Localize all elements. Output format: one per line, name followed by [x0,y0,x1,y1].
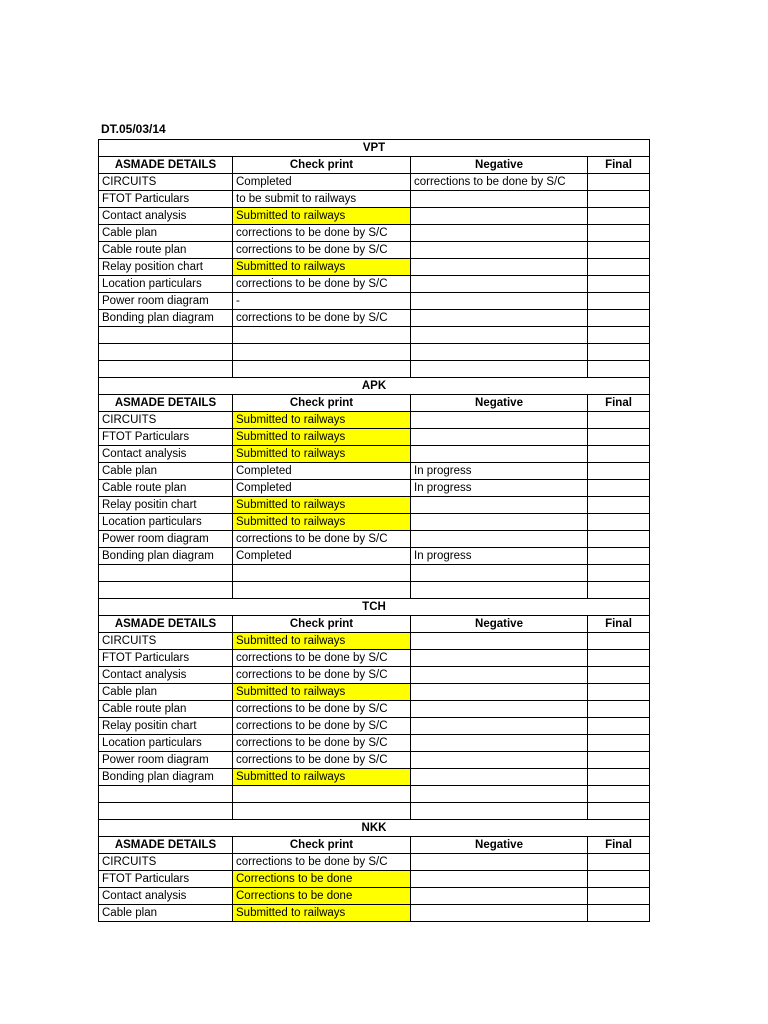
cell-negative[interactable] [411,650,588,667]
cell-details[interactable]: Cable plan [99,905,233,922]
cell-check-print[interactable]: corrections to be done by S/C [233,276,411,293]
cell-final[interactable] [588,905,650,922]
cell-check-print[interactable]: corrections to be done by S/C [233,650,411,667]
cell-negative[interactable] [411,905,588,922]
station-name: NKK [99,820,650,837]
cell-final[interactable] [588,276,650,293]
cell-negative[interactable] [411,208,588,225]
cell-final[interactable] [588,871,650,888]
cell-check-print[interactable]: Submitted to railways [233,769,411,786]
table-row [99,191,650,208]
cell-check-print[interactable]: Submitted to railways [233,429,411,446]
cell-details[interactable]: Power room diagram [99,752,233,769]
table-row [99,871,650,888]
cell-check-print[interactable]: Completed [233,463,411,480]
table-row [99,633,650,650]
cell-negative[interactable] [411,242,588,259]
cell-details[interactable] [99,344,233,361]
cell-details[interactable]: Relay positin chart [99,497,233,514]
cell-check-print[interactable]: Submitted to railways [233,412,411,429]
cell-details[interactable]: Contact analysis [99,667,233,684]
cell-check-print[interactable]: Submitted to railways [233,684,411,701]
cell-negative[interactable] [411,684,588,701]
cell-final[interactable] [588,718,650,735]
cell-check-print[interactable]: corrections to be done by S/C [233,310,411,327]
cell-final[interactable] [588,480,650,497]
cell-check-print[interactable]: Completed [233,480,411,497]
table-row [99,327,650,344]
header-asmade-details: ASMADE DETAILS [99,395,233,412]
cell-check-print[interactable]: corrections to be done by S/C [233,531,411,548]
cell-negative[interactable] [411,565,588,582]
table-row [99,514,650,531]
column-header-row [99,837,650,854]
cell-details[interactable]: Power room diagram [99,293,233,310]
cell-final[interactable] [588,174,650,191]
header-asmade-details: ASMADE DETAILS [99,837,233,854]
cell-check-print[interactable]: Corrections to be done [233,871,411,888]
cell-details[interactable]: Location particulars [99,276,233,293]
cell-negative[interactable] [411,259,588,276]
cell-check-print[interactable]: corrections to be done by S/C [233,225,411,242]
cell-details[interactable]: CIRCUITS [99,412,233,429]
cell-details[interactable]: FTOT Particulars [99,650,233,667]
cell-details[interactable]: Bonding plan diagram [99,548,233,565]
cell-check-print[interactable]: corrections to be done by S/C [233,701,411,718]
cell-negative[interactable] [411,276,588,293]
cell-final[interactable] [588,514,650,531]
cell-final[interactable] [588,225,650,242]
cell-details[interactable] [99,803,233,820]
cell-final[interactable] [588,633,650,650]
table-row [99,276,650,293]
cell-final[interactable] [588,259,650,276]
cell-check-print[interactable]: Completed [233,174,411,191]
cell-negative[interactable]: In progress [411,548,588,565]
table-row [99,565,650,582]
station-header-row [99,599,650,616]
cell-details[interactable] [99,361,233,378]
header-negative: Negative [411,837,588,854]
cell-negative[interactable] [411,327,588,344]
cell-details[interactable]: CIRCUITS [99,633,233,650]
cell-final[interactable] [588,327,650,344]
cell-negative[interactable]: In progress [411,463,588,480]
column-header-row [99,616,650,633]
cell-final[interactable] [588,769,650,786]
cell-check-print[interactable]: corrections to be done by S/C [233,242,411,259]
cell-details[interactable]: Cable route plan [99,242,233,259]
cell-negative[interactable] [411,531,588,548]
station-name: TCH [99,599,650,616]
cell-final[interactable] [588,310,650,327]
cell-details[interactable] [99,582,233,599]
table-row [99,361,650,378]
cell-negative[interactable] [411,888,588,905]
cell-check-print[interactable]: to be submit to railways [233,191,411,208]
cell-final[interactable] [588,208,650,225]
cell-final[interactable] [588,463,650,480]
table-row [99,803,650,820]
table-row [99,446,650,463]
cell-negative[interactable] [411,191,588,208]
cell-details[interactable] [99,786,233,803]
cell-details[interactable]: FTOT Particulars [99,871,233,888]
cell-details[interactable]: FTOT Particulars [99,191,233,208]
cell-final[interactable] [588,854,650,871]
cell-final[interactable] [588,667,650,684]
header-final: Final [588,616,650,633]
station-header-row [99,820,650,837]
table-row [99,242,650,259]
cell-negative[interactable] [411,701,588,718]
cell-check-print[interactable] [233,327,411,344]
cell-details[interactable]: Cable route plan [99,480,233,497]
column-header-row [99,395,650,412]
cell-final[interactable] [588,803,650,820]
table-row [99,701,650,718]
cell-check-print[interactable]: corrections to be done by S/C [233,735,411,752]
table-row [99,412,650,429]
cell-details[interactable]: Bonding plan diagram [99,310,233,327]
table-row [99,225,650,242]
cell-details[interactable]: Relay position chart [99,259,233,276]
cell-negative[interactable]: In progress [411,480,588,497]
cell-check-print[interactable] [233,361,411,378]
cell-final[interactable] [588,412,650,429]
table-row [99,429,650,446]
cell-negative[interactable] [411,514,588,531]
table-row [99,531,650,548]
table-row [99,684,650,701]
cell-negative[interactable] [411,310,588,327]
header-negative: Negative [411,157,588,174]
cell-final[interactable] [588,565,650,582]
header-check-print: Check print [233,616,411,633]
cell-check-print[interactable] [233,582,411,599]
cell-negative[interactable] [411,786,588,803]
cell-check-print[interactable]: corrections to be done by S/C [233,718,411,735]
table-row [99,752,650,769]
cell-negative[interactable] [411,344,588,361]
cell-negative[interactable] [411,718,588,735]
cell-details[interactable]: Location particulars [99,514,233,531]
cell-details[interactable]: Cable route plan [99,701,233,718]
table-row [99,582,650,599]
cell-check-print[interactable]: corrections to be done by S/C [233,854,411,871]
header-final: Final [588,395,650,412]
status-table [98,139,650,922]
table-row [99,786,650,803]
cell-check-print[interactable]: - [233,293,411,310]
cell-negative[interactable] [411,854,588,871]
cell-details[interactable]: Contact analysis [99,888,233,905]
cell-negative[interactable] [411,293,588,310]
cell-check-print[interactable]: Submitted to railways [233,497,411,514]
table-row [99,888,650,905]
cell-details[interactable]: Cable plan [99,463,233,480]
table-row [99,905,650,922]
cell-check-print[interactable] [233,803,411,820]
cell-negative[interactable] [411,803,588,820]
cell-details[interactable]: Power room diagram [99,531,233,548]
cell-negative[interactable]: corrections to be done by S/C [411,174,588,191]
cell-details[interactable]: Cable plan [99,225,233,242]
table-row [99,497,650,514]
cell-negative[interactable] [411,497,588,514]
cell-final[interactable] [588,531,650,548]
header-final: Final [588,157,650,174]
cell-final[interactable] [588,650,650,667]
cell-details[interactable]: Location particulars [99,735,233,752]
cell-details[interactable]: Contact analysis [99,208,233,225]
cell-check-print[interactable]: corrections to be done by S/C [233,667,411,684]
header-negative: Negative [411,616,588,633]
cell-check-print[interactable] [233,786,411,803]
cell-details[interactable]: FTOT Particulars [99,429,233,446]
cell-final[interactable] [588,361,650,378]
cell-negative[interactable] [411,735,588,752]
header-negative: Negative [411,395,588,412]
table-row [99,718,650,735]
table-row [99,259,650,276]
cell-negative[interactable] [411,667,588,684]
table-row [99,650,650,667]
table-row [99,735,650,752]
table-row [99,480,650,497]
table-row [99,208,650,225]
cell-final[interactable] [588,786,650,803]
table-row [99,854,650,871]
cell-details[interactable] [99,327,233,344]
cell-final[interactable] [588,446,650,463]
cell-final[interactable] [588,582,650,599]
cell-negative[interactable] [411,769,588,786]
cell-final[interactable] [588,735,650,752]
table-row [99,344,650,361]
cell-final[interactable] [588,344,650,361]
cell-check-print[interactable]: Corrections to be done [233,888,411,905]
cell-negative[interactable] [411,446,588,463]
cell-negative[interactable] [411,582,588,599]
cell-check-print[interactable]: Submitted to railways [233,514,411,531]
header-asmade-details: ASMADE DETAILS [99,157,233,174]
table-row [99,293,650,310]
table-row [99,548,650,565]
cell-final[interactable] [588,429,650,446]
cell-check-print[interactable]: Submitted to railways [233,446,411,463]
header-check-print: Check print [233,837,411,854]
cell-details[interactable]: Cable plan [99,684,233,701]
cell-negative[interactable] [411,412,588,429]
header-final: Final [588,837,650,854]
cell-check-print[interactable]: Submitted to railways [233,259,411,276]
cell-final[interactable] [588,497,650,514]
cell-negative[interactable] [411,225,588,242]
station-header-row [99,140,650,157]
cell-negative[interactable] [411,361,588,378]
cell-final[interactable] [588,191,650,208]
cell-final[interactable] [588,548,650,565]
station-name: VPT [99,140,650,157]
header-asmade-details: ASMADE DETAILS [99,616,233,633]
cell-negative[interactable] [411,752,588,769]
cell-check-print[interactable]: Submitted to railways [233,633,411,650]
cell-check-print[interactable]: corrections to be done by S/C [233,752,411,769]
cell-details[interactable]: Relay positin chart [99,718,233,735]
table-row [99,463,650,480]
station-header-row [99,378,650,395]
station-name: APK [99,378,650,395]
cell-details[interactable]: Bonding plan diagram [99,769,233,786]
cell-final[interactable] [588,888,650,905]
table-row [99,174,650,191]
document-date: DT.05/03/14 [101,122,166,136]
cell-final[interactable] [588,684,650,701]
cell-check-print[interactable] [233,344,411,361]
cell-final[interactable] [588,701,650,718]
header-check-print: Check print [233,395,411,412]
table-row [99,667,650,684]
header-check-print: Check print [233,157,411,174]
cell-check-print[interactable]: Submitted to railways [233,208,411,225]
cell-check-print[interactable]: Completed [233,548,411,565]
cell-final[interactable] [588,242,650,259]
cell-check-print[interactable]: Submitted to railways [233,905,411,922]
cell-details[interactable]: CIRCUITS [99,174,233,191]
cell-negative[interactable] [411,633,588,650]
table-row [99,769,650,786]
cell-final[interactable] [588,293,650,310]
cell-check-print[interactable] [233,565,411,582]
cell-final[interactable] [588,752,650,769]
cell-negative[interactable] [411,429,588,446]
cell-details[interactable]: CIRCUITS [99,854,233,871]
cell-details[interactable]: Contact analysis [99,446,233,463]
table-row [99,310,650,327]
cell-negative[interactable] [411,871,588,888]
column-header-row [99,157,650,174]
cell-details[interactable] [99,565,233,582]
